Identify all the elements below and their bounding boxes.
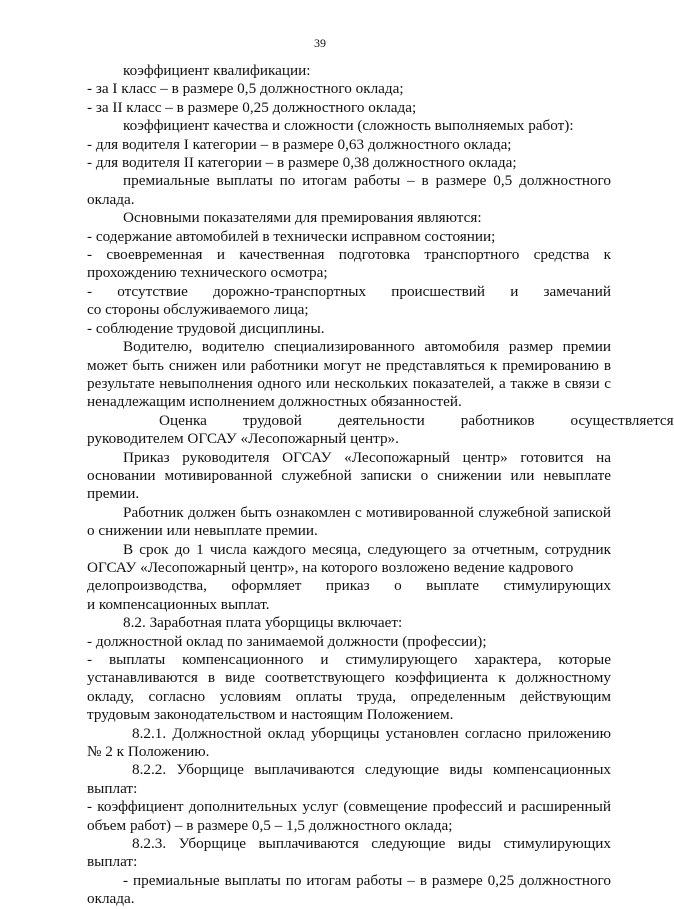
- paragraph: - для водителя I категории – в размере 0,63 должностного оклада;: [87, 135, 512, 153]
- paragraph: - соблюдение трудовой дисциплины.: [87, 319, 325, 337]
- paragraph: Работник должен быть ознакомлен с мотивированной служебной запиской о снижении или невыплате премии.: [87, 503, 611, 540]
- paragraph: В срок до 1 числа каждого месяца, следующего за отчетным, сотрудник ОГСАУ «Лесопожарный центр», на которого возложено ведение кадрового: [87, 540, 611, 576]
- word: происшествий: [391, 282, 486, 300]
- word: выплате: [426, 577, 479, 595]
- word: делопроизводства,: [87, 577, 207, 595]
- paragraph: 8.2.1. Должностной оклад уборщицы установлен согласно приложению № 2 к Положению.: [87, 724, 611, 761]
- paragraph: со стороны обслуживаемого лица;: [87, 301, 309, 319]
- word: осуществляется: [570, 411, 674, 429]
- paragraph: Водителю, водителю специализированного автомобиля размер премии может быть снижен или работники могут не представляться к премированию в результате невыполнения одного или нескольких показателей, а также в связи с ненадлежащим исполнением должностных обязанностей.: [87, 338, 611, 411]
- word: приказ: [325, 577, 370, 595]
- document-body: [87, 62, 674, 909]
- paragraph: - за II класс – в размере 0,25 должностного оклада;: [87, 98, 417, 116]
- paragraph: - премиальные выплаты по итогам работы – в размере 0,25 должностного оклада.: [87, 871, 611, 908]
- paragraph: - содержание автомобилей в технически исправном состоянии;: [87, 227, 496, 245]
- paragraph: коэффициент квалификации:: [123, 62, 311, 79]
- paragraph: руководителем ОГСАУ «Лесопожарный центр».: [87, 430, 399, 448]
- word: дорожно-транспортных: [212, 282, 367, 300]
- word: трудовой: [242, 411, 302, 429]
- paragraph: - своевременная и качественная подготовка транспортного средства к прохождению технического осмотра;: [87, 246, 611, 282]
- paragraph: 8.2. Заработная плата уборщицы включает:: [123, 614, 403, 632]
- paragraph: - за I класс – в размере 0,5 должностного оклада;: [87, 80, 404, 98]
- paragraph: премиальные выплаты по итогам работы – в размере 0,5 должностного оклада.: [87, 172, 611, 208]
- justified-line: [87, 577, 611, 595]
- word: отсутствие: [117, 282, 188, 300]
- justified-line: [87, 283, 611, 301]
- word: работников: [460, 411, 535, 429]
- word: замечаний: [543, 282, 611, 300]
- paragraph: - должностной оклад по занимаемой должности (профессии);: [87, 632, 487, 650]
- justified-line: [87, 411, 674, 430]
- paragraph: 8.2.3. Уборщице выплачиваются следующие виды стимулирующих выплат:: [87, 835, 611, 871]
- page-number: 39: [314, 36, 326, 50]
- paragraph: - коэффициент дополнительных услуг (совмещение профессий и расширенный объем работ) – в размере 0,5 – 1,5 должностного оклада;: [87, 798, 611, 834]
- word: деятельности: [337, 411, 425, 429]
- word: Оценка: [159, 411, 207, 429]
- paragraph: - для водителя II категории – в размере 0,38 должностного оклада;: [87, 154, 517, 172]
- paragraph: - выплаты компенсационного и стимулирующего характера, которые устанавливаются в виде соответствующего коэффициента к должностному окладу, согласно условиям оплаты труда, определенным действующим трудовым законодательством и настоящим Положением.: [87, 651, 611, 724]
- word: о: [394, 577, 402, 595]
- paragraph: Основными показателями для премирования являются:: [123, 209, 482, 227]
- word: -: [87, 282, 93, 300]
- paragraph: и компенсационных выплат.: [87, 595, 270, 613]
- word: оформляет: [231, 577, 302, 595]
- word: стимулирующих: [503, 577, 611, 595]
- word: и: [510, 282, 519, 300]
- paragraph: 8.2.2. Уборщице выплачиваются следующие виды компенсационных выплат:: [87, 761, 611, 797]
- paragraph: коэффициент качества и сложности (сложность выполняемых работ):: [123, 117, 574, 135]
- paragraph: Приказ руководителя ОГСАУ «Лесопожарный центр» готовится на основании мотивированной служебной записки о снижении или невыплате премии.: [87, 448, 611, 503]
